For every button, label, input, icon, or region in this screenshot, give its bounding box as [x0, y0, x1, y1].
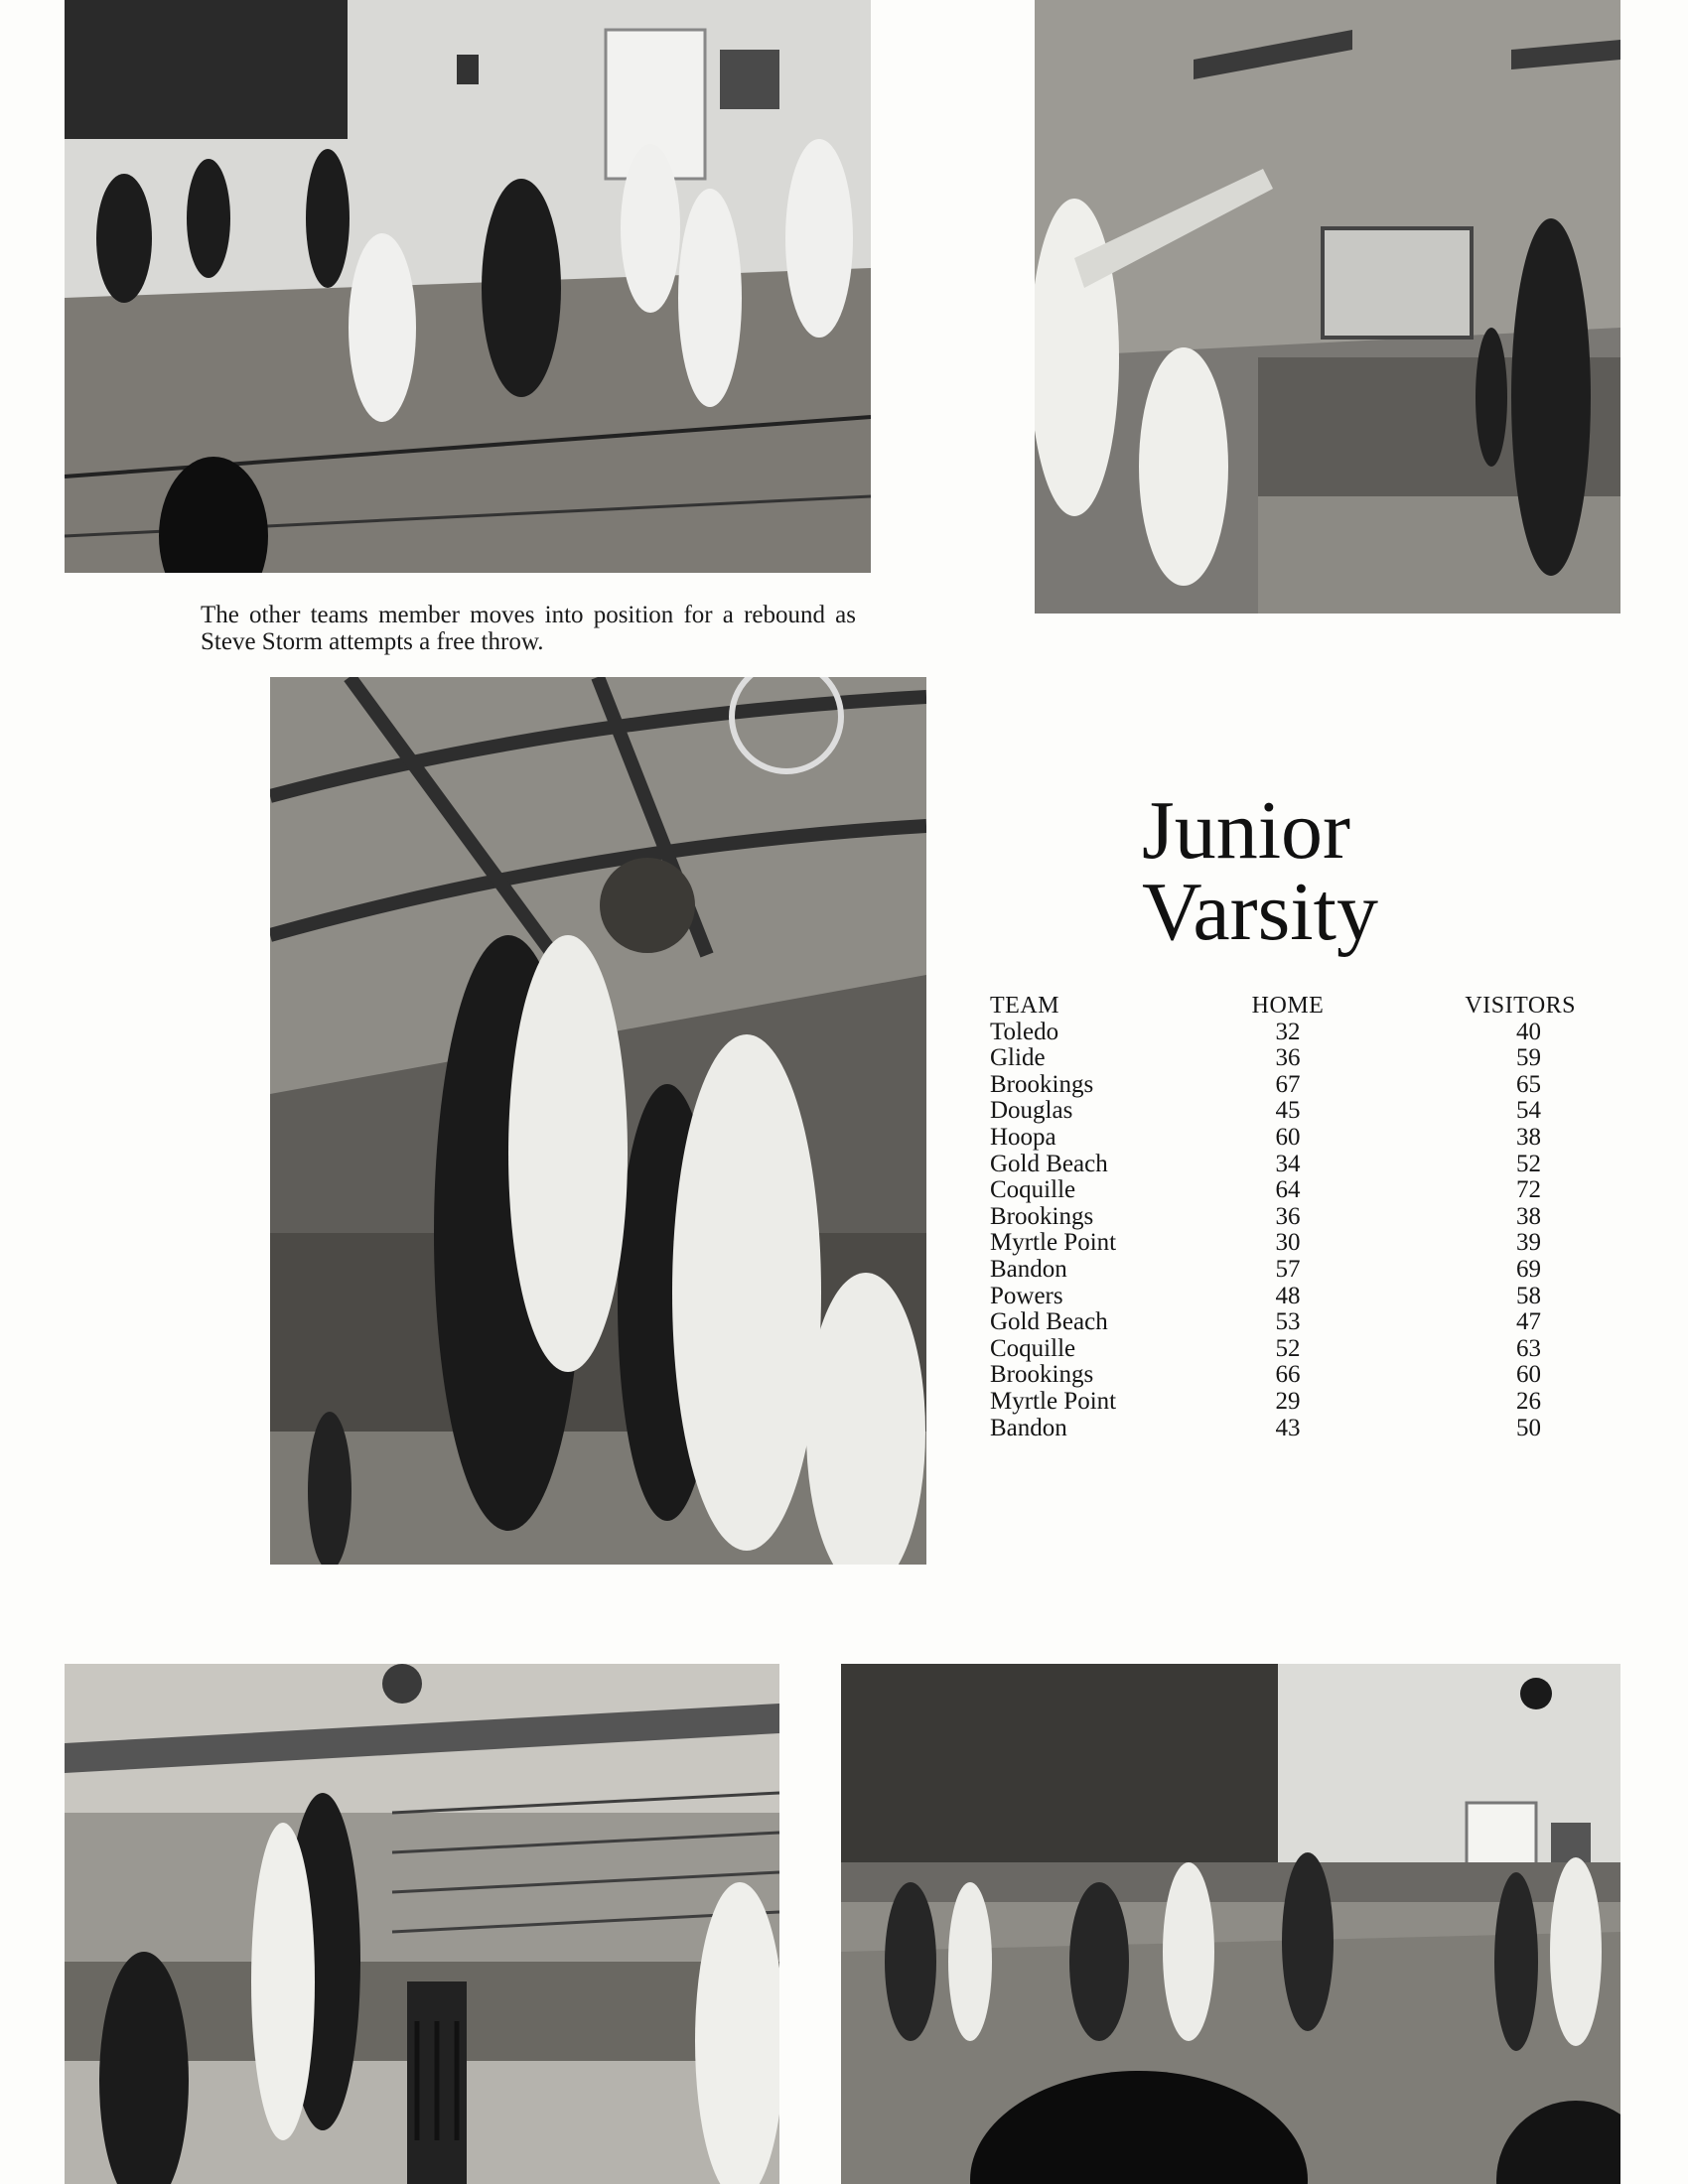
visitors-score: 38: [1516, 1123, 1541, 1151]
photo-top-right: [1035, 0, 1620, 614]
photo-caption: The other teams member moves into position for a rebound as Steve Storm attempts a free throw.: [201, 602, 856, 655]
score-row: [990, 1309, 1586, 1336]
score-row: [990, 1177, 1586, 1204]
home-score: 52: [1275, 1334, 1301, 1362]
header-team: TEAM: [990, 993, 1059, 1019]
home-score: 66: [1275, 1361, 1301, 1389]
photo-bottom-left: [65, 1664, 779, 2184]
title-line-2: Varsity: [1142, 866, 1378, 958]
scores-header-row: [990, 993, 1586, 1020]
home-score: 29: [1275, 1387, 1301, 1415]
photo-top-left: [65, 0, 871, 573]
visitors-score: 63: [1516, 1334, 1541, 1362]
visitors-score: 38: [1516, 1202, 1541, 1230]
visitors-score: 54: [1516, 1097, 1541, 1125]
home-score: 34: [1275, 1150, 1301, 1177]
team-name: Douglas: [990, 1097, 1073, 1125]
score-row: [990, 1389, 1586, 1416]
home-score: 53: [1275, 1308, 1301, 1336]
visitors-score: 60: [1516, 1361, 1541, 1389]
team-name: Brookings: [990, 1361, 1094, 1389]
visitors-score: 58: [1516, 1282, 1541, 1309]
visitors-score: 26: [1516, 1387, 1541, 1415]
visitors-score: 50: [1516, 1414, 1541, 1441]
visitors-score: 59: [1516, 1044, 1541, 1072]
score-row: [990, 1284, 1586, 1310]
team-name: Brookings: [990, 1070, 1094, 1098]
team-name: Coquille: [990, 1334, 1076, 1362]
scores-table: [990, 993, 1586, 1441]
home-score: 57: [1275, 1255, 1301, 1283]
photo-center: [270, 677, 926, 1565]
title-line-1: Junior: [1142, 784, 1350, 877]
visitors-score: 52: [1516, 1150, 1541, 1177]
home-score: 64: [1275, 1176, 1301, 1204]
score-row: [990, 1072, 1586, 1099]
home-score: 67: [1275, 1070, 1301, 1098]
home-score: 36: [1275, 1044, 1301, 1072]
team-name: Myrtle Point: [990, 1387, 1117, 1415]
team-name: Bandon: [990, 1414, 1067, 1441]
home-score: 30: [1275, 1229, 1301, 1257]
visitors-score: 39: [1516, 1229, 1541, 1257]
score-row: [990, 1336, 1586, 1363]
score-row: [990, 1125, 1586, 1152]
team-name: Hoopa: [990, 1123, 1056, 1151]
score-row: [990, 1416, 1586, 1442]
team-name: Glide: [990, 1044, 1046, 1072]
home-score: 48: [1275, 1282, 1301, 1309]
header-home: HOME: [1251, 993, 1325, 1019]
visitors-score: 47: [1516, 1308, 1541, 1336]
team-name: Gold Beach: [990, 1150, 1108, 1177]
header-visitors: VISITORS: [1465, 993, 1576, 1019]
score-row: [990, 1362, 1586, 1389]
home-score: 32: [1275, 1018, 1301, 1045]
score-row: [990, 1257, 1586, 1284]
home-score: 36: [1275, 1202, 1301, 1230]
home-score: 45: [1275, 1097, 1301, 1125]
photo-bottom-right: [841, 1664, 1620, 2184]
score-row: [990, 1020, 1586, 1046]
score-row: [990, 1098, 1586, 1125]
home-score: 60: [1275, 1123, 1301, 1151]
team-name: Powers: [990, 1282, 1063, 1309]
score-row: [990, 1152, 1586, 1178]
visitors-score: 40: [1516, 1018, 1541, 1045]
visitors-score: 69: [1516, 1255, 1541, 1283]
score-row: [990, 1230, 1586, 1257]
section-title: [1142, 784, 1378, 958]
score-row: [990, 1045, 1586, 1072]
team-name: Toledo: [990, 1018, 1059, 1045]
team-name: Brookings: [990, 1202, 1094, 1230]
visitors-score: 72: [1516, 1176, 1541, 1204]
visitors-score: 65: [1516, 1070, 1541, 1098]
score-row: [990, 1204, 1586, 1231]
team-name: Myrtle Point: [990, 1229, 1117, 1257]
team-name: Bandon: [990, 1255, 1067, 1283]
home-score: 43: [1275, 1414, 1301, 1441]
team-name: Coquille: [990, 1176, 1076, 1204]
team-name: Gold Beach: [990, 1308, 1108, 1336]
